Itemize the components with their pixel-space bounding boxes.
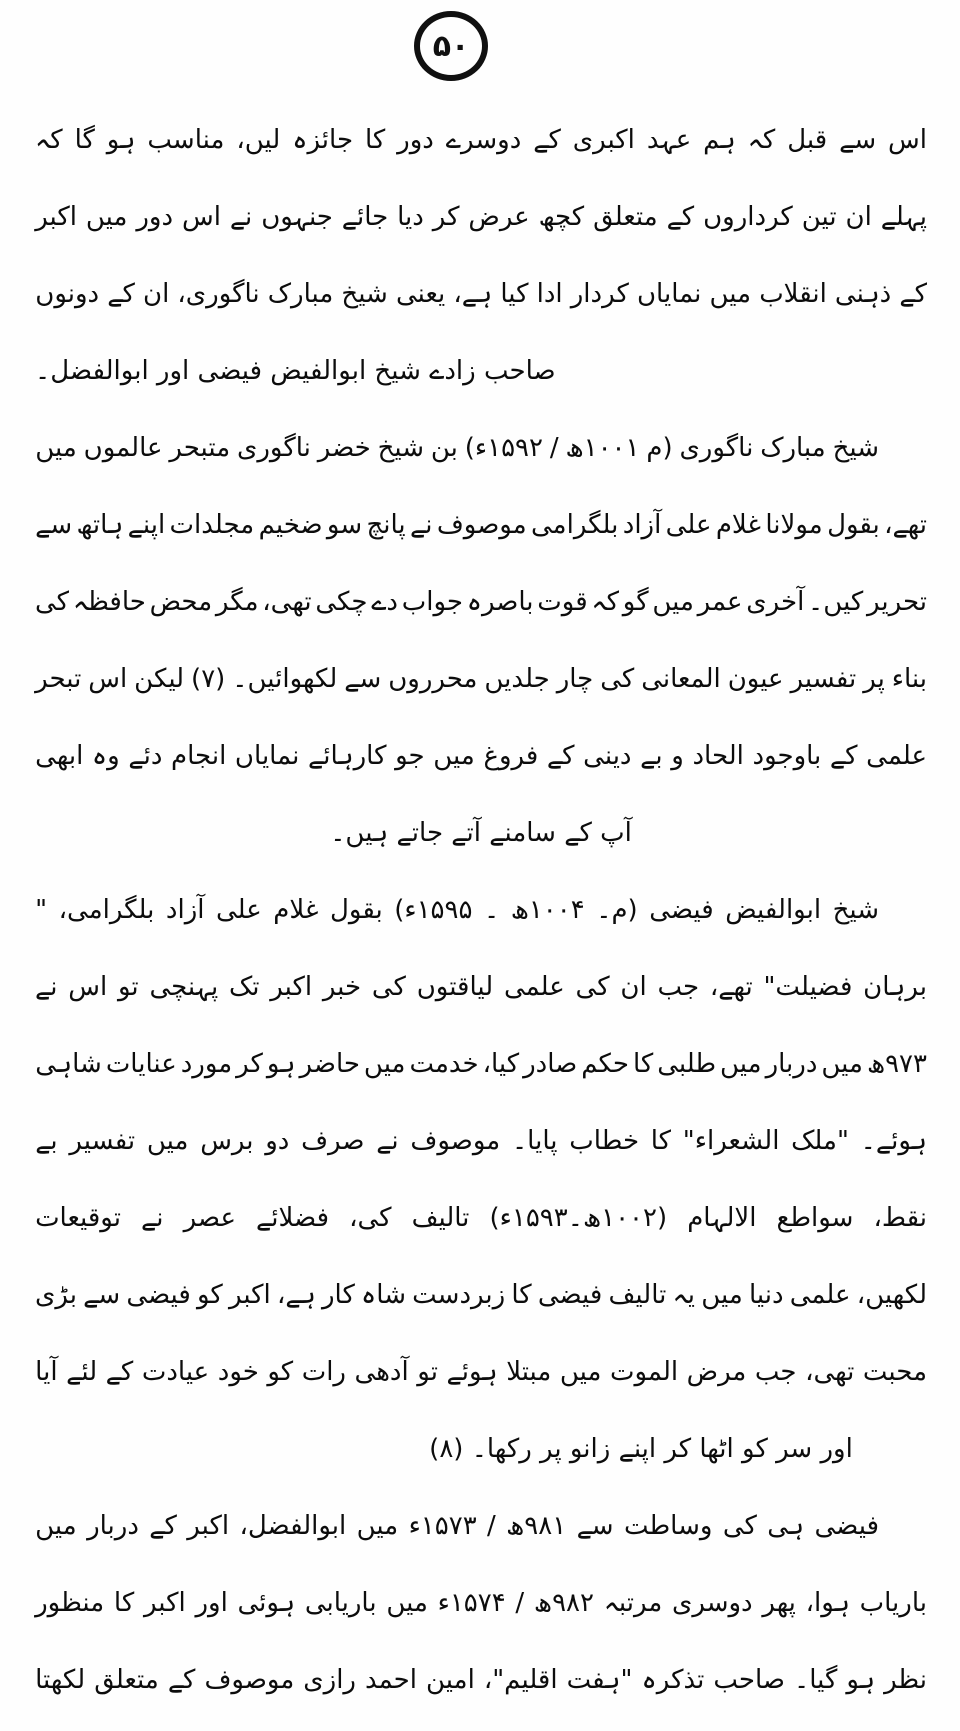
text-block [35,102,927,1719]
text-line: اور سر کو اٹھا کر اپنے زانو پر رکھا۔ (۸) [429,1434,853,1464]
text-line: برہان فضیلت" تھے، جب ان کی علمی لیاقتوں کی خبر اکبر تک پہنچی تو اس نے [35,972,927,1002]
text-line: آپ کے سامنے آتے جاتے ہیں۔ [330,818,632,848]
text-line: بناء پر تفسیر عیون المعانی کی چار جلدیں محرروں سے لکھوائیں۔ (۷) لیکن اس تبحر [35,664,927,694]
text-line: شیخ مبارک ناگوری (م ۱۰۰۱ھ / ۱۵۹۲ء) بن شیخ خضر ناگوری متبحر عالموں میں [35,433,879,463]
text-line: کے ذہنی انقلاب میں نمایاں کردار ادا کیا ہے، یعنی شیخ مبارک ناگوری، ان کے دونوں [35,279,927,309]
text-line: نظر ہو گیا۔ صاحب تذکرہ "ہفت اقلیم"، امین احمد رازی موصوف کے متعلق لکھتا [35,1665,927,1695]
text-line: ۹۷۳ھ میں دربار میں طلبی کا حکم صادر کیا، خدمت میں حاضر ہو کر مورد عنایات شاہی [35,1049,927,1079]
text-line: علمی کے باوجود الحاد و بے دینی کے فروغ میں جو کارہائے نمایاں انجام دئے وہ ابھی [35,741,927,771]
text-line: محبت تھی، جب مرض الموت میں مبتلا ہوئے تو آدھی رات کو خود عیادت کے لئے آیا [35,1357,927,1387]
text-line: اس سے قبل کہ ہم عہد اکبری کے دوسرے دور کا جائزہ لیں، مناسب ہو گا کہ [35,125,927,155]
text-line: ہوئے۔ "ملک الشعراء" کا خطاب پایا۔ موصوف نے صرف دو برس میں تفسیر بے [35,1126,927,1156]
text-line: شیخ ابوالفیض فیضی (م۔ ۱۰۰۴ھ ۔ ۱۵۹۵ء) بقول غلام علی آزاد بلگرامی، " [35,895,879,925]
text-line: پہلے ان تین کرداروں کے متعلق کچھ عرض کر دیا جائے جنہوں نے اس دور میں اکبر [35,202,927,232]
page-number: ۵۰ [432,28,470,64]
text-line: تھے، بقول مولانا غلام علی آزاد بلگرامی موصوف نے پانچ سو ضخیم مجلدات اپنے ہاتھ سے [35,510,927,540]
text-line: صاحب زادے شیخ ابوالفیض فیضی اور ابوالفضل۔ [35,356,556,386]
page-number-badge [414,11,488,81]
text-line: باریاب ہوا، پھر دوسری مرتبہ ۹۸۲ھ / ۱۵۷۴ء میں باریابی ہوئی اور اکبر کا منظور [35,1588,927,1618]
text-line: لکھیں، علمی دنیا میں یہ تالیف فیضی کا زبردست شاہ کار ہے، اکبر کو فیضی سے بڑی [35,1280,927,1310]
text-line: نقط، سواطع الالہام (۱۰۰۲ھ۔۱۵۹۳ء) تالیف کی، فضلائے عصر نے توقیعات [35,1203,927,1233]
text-line: فیضی ہی کی وساطت سے ۹۸۱ھ / ۱۵۷۳ء میں ابوالفضل، اکبر کے دربار میں [35,1511,879,1541]
text-line: تحریر کیں۔ آخری عمر میں گو کہ قوت باصرہ جواب دے چکی تھی، مگر محض حافظہ کی [35,587,927,617]
